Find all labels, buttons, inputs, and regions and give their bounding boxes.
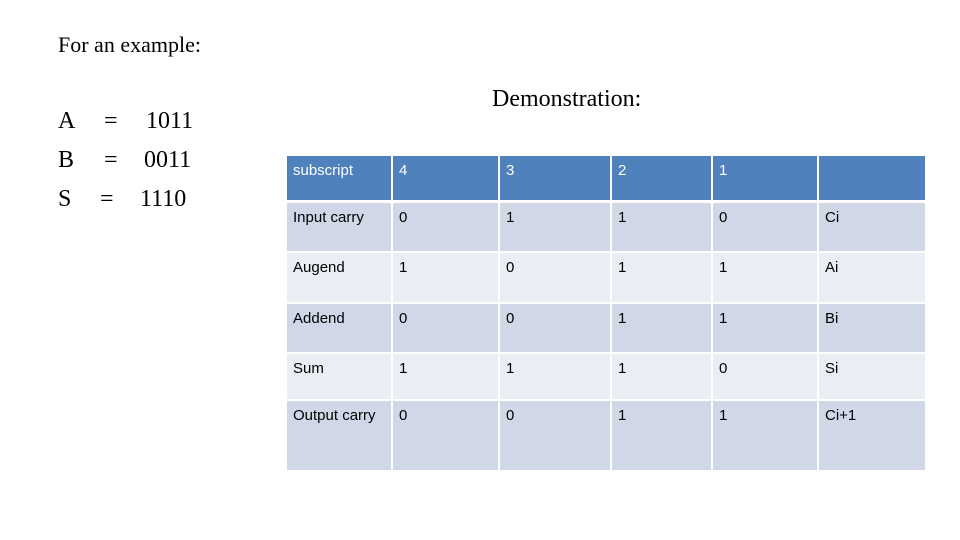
table-cell: Si bbox=[818, 353, 926, 400]
equals-sign: = bbox=[104, 108, 118, 134]
equation-value: 1110 bbox=[140, 186, 187, 212]
table-cell: 1 bbox=[611, 252, 712, 303]
equation-value: 0011 bbox=[144, 147, 192, 173]
table-row bbox=[286, 252, 926, 303]
header-cell bbox=[818, 155, 926, 202]
row-label-cell: Addend bbox=[286, 303, 392, 354]
table-cell: 0 bbox=[499, 303, 611, 354]
header-cell: subscript bbox=[286, 155, 392, 202]
table-row bbox=[286, 353, 926, 400]
table-cell: Ci bbox=[818, 202, 926, 253]
equals-sign: = bbox=[100, 186, 114, 212]
table-cell: 0 bbox=[392, 400, 499, 471]
table-cell: 1 bbox=[611, 202, 712, 253]
table-row bbox=[286, 400, 926, 471]
table-cell: 0 bbox=[712, 202, 818, 253]
table-cell: Ai bbox=[818, 252, 926, 303]
header-cell: 4 bbox=[392, 155, 499, 202]
table-cell: 1 bbox=[392, 252, 499, 303]
header-cell: 1 bbox=[712, 155, 818, 202]
row-label-cell: Input carry bbox=[286, 202, 392, 253]
header-cell: 2 bbox=[611, 155, 712, 202]
header-cell: 3 bbox=[499, 155, 611, 202]
table-cell: 1 bbox=[499, 202, 611, 253]
table-cell: 0 bbox=[392, 303, 499, 354]
equation-variable: A bbox=[58, 108, 76, 134]
row-label-cell: Output carry bbox=[286, 400, 392, 471]
equation-variable: B bbox=[58, 147, 75, 173]
equals-sign: = bbox=[104, 147, 118, 173]
table-cell: 1 bbox=[712, 252, 818, 303]
table-cell: 1 bbox=[611, 400, 712, 471]
demonstration-title: Demonstration: bbox=[492, 86, 642, 112]
row-label-cell: Augend bbox=[286, 252, 392, 303]
table-cell: 1 bbox=[712, 400, 818, 471]
table-cell: 1 bbox=[392, 353, 499, 400]
table-cell: 0 bbox=[392, 202, 499, 253]
table-cell: 1 bbox=[712, 303, 818, 354]
table-cell: Ci+1 bbox=[818, 400, 926, 471]
table-cell: 1 bbox=[611, 303, 712, 354]
row-label-cell: Sum bbox=[286, 353, 392, 400]
full-adder-table bbox=[285, 154, 927, 472]
table-cell: 1 bbox=[611, 353, 712, 400]
table-header-row bbox=[286, 155, 926, 202]
table-cell: 0 bbox=[499, 252, 611, 303]
table-cell: Bi bbox=[818, 303, 926, 354]
table-cell: 0 bbox=[499, 400, 611, 471]
equation-variable: S bbox=[58, 186, 72, 212]
table-cell: 1 bbox=[499, 353, 611, 400]
equation-value: 1011 bbox=[146, 108, 194, 134]
table-row bbox=[286, 303, 926, 354]
example-heading: For an example: bbox=[58, 32, 201, 57]
table-row bbox=[286, 202, 926, 253]
table-cell: 0 bbox=[712, 353, 818, 400]
